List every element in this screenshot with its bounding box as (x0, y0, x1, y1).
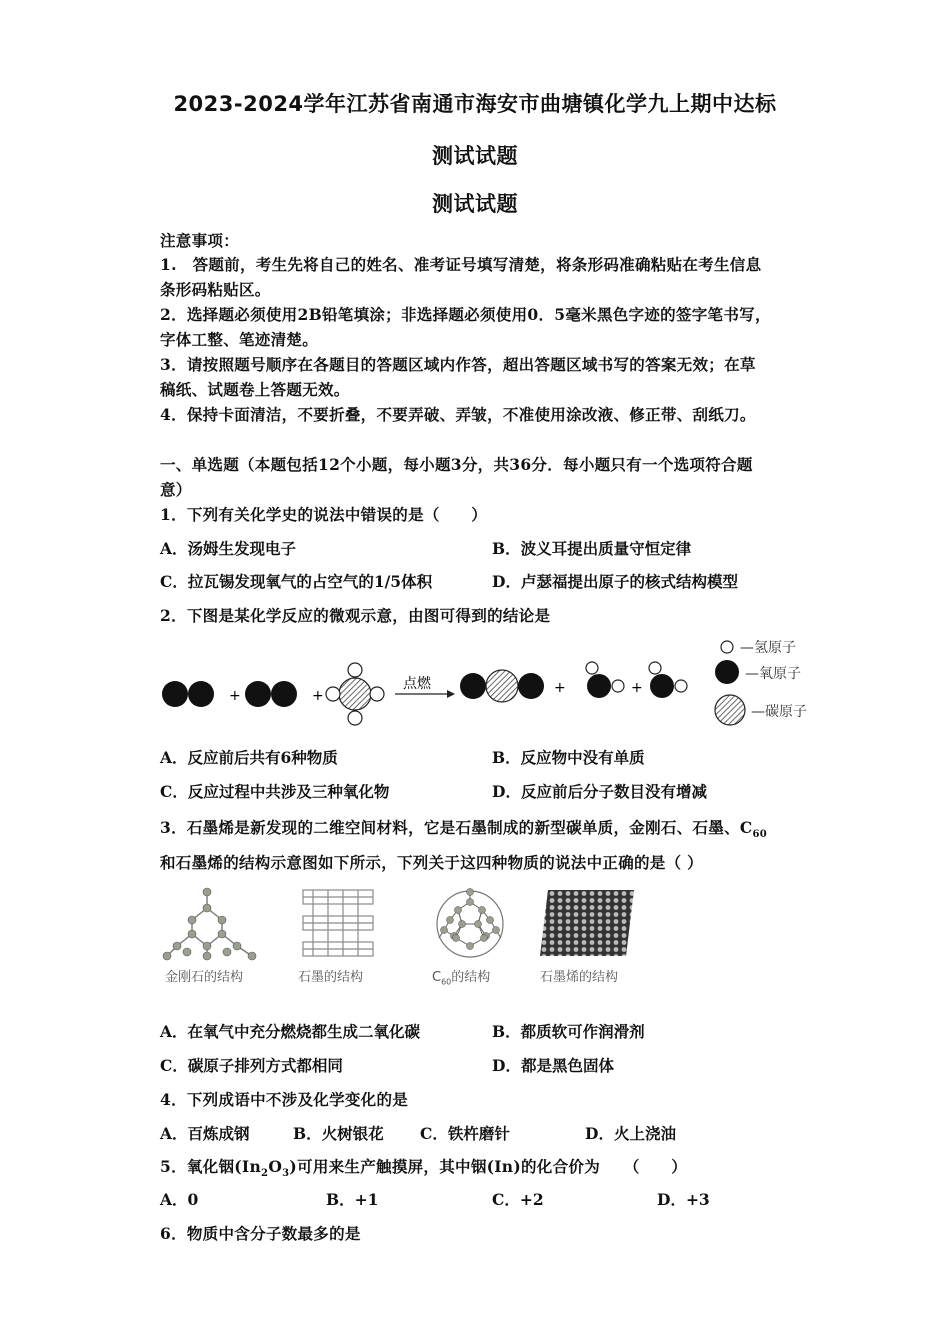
q1-option-d: D．卢瑟福提出原子的核式结构模型 (492, 572, 738, 591)
methane-molecule (326, 663, 384, 725)
page-title-line1: 2023-2024学年江苏省南通市海安市曲塘镇化学九上期中达标 (173, 92, 777, 116)
notice-item: 4．保持卡面清洁，不要折叠，不要弄破、弄皱，不准使用涂改液、修正带、刮纸刀。 (160, 405, 756, 424)
q3-option-d: D．都是黑色固体 (492, 1056, 614, 1075)
notice-item: 3．请按照题号顺序在各题目的答题区域内作答，超出答题区域书写的答案无效；在草 (160, 355, 756, 374)
plus-sign: + (554, 680, 566, 696)
notice-item: 条形码粘贴区。 (160, 280, 271, 299)
graphite-caption: 石墨的结构 (298, 970, 364, 985)
legend (715, 640, 807, 725)
q4-option-b: B．火树银花 (293, 1124, 384, 1143)
page-title-line3: 测试试题 (432, 192, 518, 216)
page-title-line2: 测试试题 (432, 144, 518, 168)
q1-option-b: B．波义耳提出质量守恒定律 (492, 539, 692, 558)
graphene-caption: 石墨烯的结构 (540, 970, 619, 985)
oxygen-atom-icon (715, 660, 739, 684)
carbon-dioxide-molecule (460, 670, 544, 702)
legend-oxygen: —氧原子 (745, 666, 801, 682)
notice-item: 2．选择题必须使用2B铅笔填涂；非选择题必须使用0．5毫米黑色字迹的签字笔书写， (160, 305, 771, 324)
q6-stem: 6．物质中含分子数最多的是 (160, 1224, 361, 1243)
q2-stem: 2．下图是某化学反应的微观示意，由图可得到的结论是 (160, 606, 551, 625)
q4-option-a: A．百炼成钢 (160, 1124, 250, 1143)
q3-option-c: C．碳原子排列方式都相同 (160, 1056, 343, 1075)
q5-stem: 5．氧化铟$(In_2O_3)$可用来生产触摸屏，其中铟(In)的化合价为 （ ） (160, 1157, 688, 1180)
graphite-structure-image (298, 884, 378, 964)
q5-option-b: B．+1 (326, 1190, 379, 1209)
q3-option-b: B．都质软可作润滑剂 (492, 1022, 645, 1041)
carbon-atom-icon (715, 695, 745, 725)
notice-heading: 注意事项： (160, 231, 240, 250)
c60-structure-image (430, 884, 510, 964)
reaction-diagram (155, 630, 835, 730)
legend-carbon: —碳原子 (751, 704, 807, 720)
q5-option-a: A．0 (160, 1190, 199, 1209)
diamond-caption: 金刚石的结构 (165, 970, 244, 985)
plus-sign: + (631, 680, 643, 696)
water-molecule (586, 662, 624, 698)
arrow-label: 点燃 (403, 676, 431, 692)
q5-option-d: D．+3 (657, 1190, 710, 1209)
plus-sign: + (229, 688, 241, 704)
q1-option-c: C．拉瓦锡发现氧气的占空气的1/5体积 (160, 572, 433, 591)
q3-stem-cont: 和石墨烯的结构示意图如下所示，下列关于这四种物质的说法中正确的是（ ） (160, 853, 703, 872)
hydrogen-atom-icon (721, 641, 733, 653)
plus-sign: + (312, 688, 324, 704)
q2-option-c: C．反应过程中共涉及三种氧化物 (160, 782, 390, 801)
q4-option-d: D．火上浇油 (585, 1124, 676, 1143)
oxygen-molecule (162, 681, 214, 707)
diamond-structure-image (162, 884, 262, 964)
water-molecule (649, 662, 687, 698)
section-heading: 一、单选题（本题包括12个小题，每小题3分，共36分．每小题只有一个选项符合题 (160, 455, 753, 474)
q3-stem: 3．石墨烯是新发现的二维空间材料，它是石墨制成的新型碳单质，金刚石、石墨、$C_{60}$ (160, 818, 768, 841)
q5-option-c: C．+2 (492, 1190, 544, 1209)
q2-option-a: A．反应前后共有6种物质 (160, 748, 338, 767)
oxygen-molecule (245, 681, 297, 707)
graphene-structure-image (540, 890, 634, 956)
q4-option-c: C．铁杵磨针 (420, 1124, 510, 1143)
q3-option-a: A．在氧气中充分燃烧都生成二氧化碳 (160, 1022, 421, 1041)
q2-option-b: B．反应物中没有单质 (492, 748, 645, 767)
c60-caption: $C_{60}$的结构 (432, 970, 491, 987)
notice-item: 字体工整、笔迹清楚。 (160, 330, 319, 349)
legend-hydrogen: —氢原子 (740, 640, 796, 656)
section-heading-cont: 意） (160, 480, 192, 499)
notice-item: 稿纸、试题卷上答题无效。 (160, 380, 350, 399)
q1-option-a: A．汤姆生发现电子 (160, 539, 297, 558)
notice-item: 1. 答题前，考生先将自己的姓名、准考证号填写清楚，将条形码准确粘贴在考生信息 (160, 255, 762, 274)
q1-stem: 1．下列有关化学史的说法中错误的是（ ） (160, 505, 488, 524)
q2-option-d: D．反应前后分子数目没有增减 (492, 782, 707, 801)
q4-stem: 4．下列成语中不涉及化学变化的是 (160, 1090, 409, 1109)
